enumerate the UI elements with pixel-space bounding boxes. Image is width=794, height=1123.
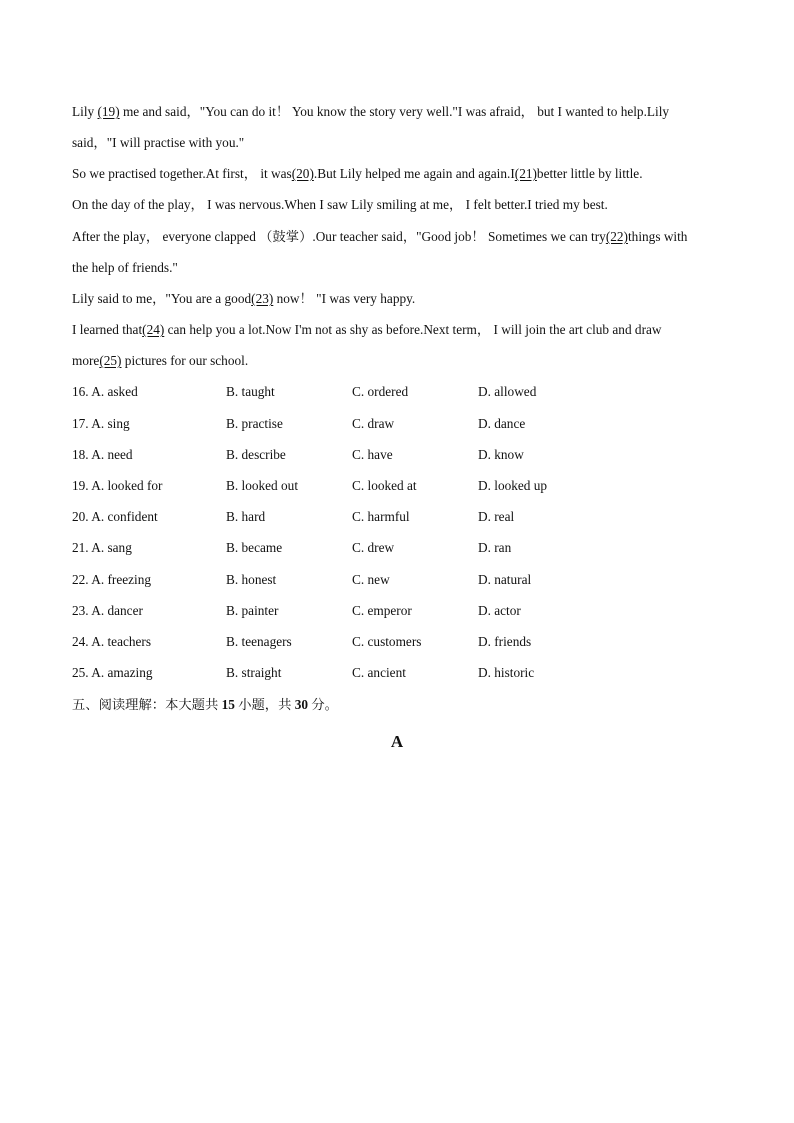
option-b: B. straight (226, 665, 282, 680)
question-number-option-a: 16. A. asked (72, 384, 138, 399)
option-d: D. know (478, 447, 524, 462)
passage-text: Lily said to me，"You are a good (72, 291, 252, 306)
question-number-option-a: 20. A. confident (72, 509, 158, 524)
question-row (72, 508, 722, 526)
passage-text: more (72, 353, 100, 368)
passage-line-7 (72, 290, 722, 308)
passage-text: After the play， everyone clapped （鼓掌）.Our teacher said，"Good job！ Sometimes we can try (72, 229, 606, 244)
option-b: B. looked out (226, 478, 299, 493)
question-row (72, 383, 722, 401)
question-number-option-a: 22. A. freezing (72, 572, 152, 587)
option-c: C. have (352, 447, 393, 462)
blank-22: (22) (605, 229, 628, 244)
option-b: B. hard (226, 509, 266, 524)
passage-line-8 (72, 321, 722, 339)
option-d: D. actor (478, 603, 521, 618)
blank-23: (23) (251, 291, 274, 306)
option-c: C. customers (352, 634, 422, 649)
passage-line-1 (72, 103, 722, 121)
passage-line-4 (72, 196, 722, 214)
passage-text: Lily (72, 104, 98, 119)
passage-text: better little by little. (536, 166, 643, 181)
passage-text: On the day of the play， I was nervous.When I saw Lily smiling at me， I felt better.I tried my best. (72, 197, 608, 212)
question-row (72, 477, 722, 495)
option-d: D. allowed (478, 384, 537, 399)
section-heading: 五、阅读理解：本大题共 15 小题，共 30 分。 (72, 697, 338, 713)
option-c: C. emperor (352, 603, 412, 618)
blank-21: (21) (514, 166, 537, 181)
question-number-option-a: 24. A. teachers (72, 634, 152, 649)
passage-text: I learned that (72, 322, 143, 337)
option-c: C. ordered (352, 384, 409, 399)
option-b: B. practise (226, 416, 283, 431)
question-number-option-a: 18. A. need (72, 447, 133, 462)
option-c: C. new (352, 572, 390, 587)
passage-line-6 (72, 259, 722, 277)
option-d: D. looked up (478, 478, 548, 493)
question-row (72, 633, 722, 651)
blank-25: (25) (99, 353, 122, 368)
question-number-option-a: 19. A. looked for (72, 478, 163, 493)
question-row (72, 415, 722, 433)
option-b: B. teenagers (226, 634, 292, 649)
blank-24: (24) (142, 322, 165, 337)
option-c: C. drew (352, 540, 395, 555)
question-row (72, 602, 722, 620)
question-row (72, 571, 722, 589)
passage-line-5 (72, 228, 722, 246)
option-b: B. honest (226, 572, 277, 587)
question-number-option-a: 17. A. sing (72, 416, 130, 431)
option-c: C. ancient (352, 665, 406, 680)
passage-text: .But Lily helped me again and again.I (313, 166, 515, 181)
option-d: D. dance (478, 416, 526, 431)
option-d: D. real (478, 509, 515, 524)
question-row (72, 539, 722, 557)
passage-line-2 (72, 134, 722, 152)
passage-text: So we practised together.At first， it was (72, 166, 292, 181)
question-number-option-a: 25. A. amazing (72, 665, 153, 680)
option-c: C. draw (352, 416, 395, 431)
question-row (72, 446, 722, 464)
option-d: D. historic (478, 665, 535, 680)
blank-20: (20) (291, 166, 314, 181)
option-c: C. harmful (352, 509, 410, 524)
passage-text: things with (627, 229, 688, 244)
option-b: B. painter (226, 603, 279, 618)
option-b: B. taught (226, 384, 275, 399)
option-d: D. natural (478, 572, 532, 587)
blank-19: (19) (97, 104, 120, 119)
passage-text: said，"I will practise with you." (72, 135, 245, 150)
passage-text: can help you a lot.Now I'm not as shy as before.Next term， I will join the art club and draw (164, 322, 662, 337)
part-title: A (390, 732, 404, 751)
option-d: D. friends (478, 634, 532, 649)
option-b: B. became (226, 540, 283, 555)
passage-text: me and said，"You can do it！ You know the story very well."I was afraid， but I wanted to help.Lily (119, 104, 670, 119)
option-d: D. ran (478, 540, 512, 555)
question-row (72, 664, 722, 682)
passage-line-3 (72, 165, 722, 183)
question-number-option-a: 23. A. dancer (72, 603, 143, 618)
question-number-option-a: 21. A. sang (72, 540, 132, 555)
option-c: C. looked at (352, 478, 417, 493)
option-b: B. describe (226, 447, 286, 462)
passage-text: pictures for our school. (121, 353, 249, 368)
passage-line-9 (72, 352, 722, 370)
passage-text: now！ "I was very happy. (273, 291, 416, 306)
passage-text: the help of friends." (72, 260, 178, 275)
